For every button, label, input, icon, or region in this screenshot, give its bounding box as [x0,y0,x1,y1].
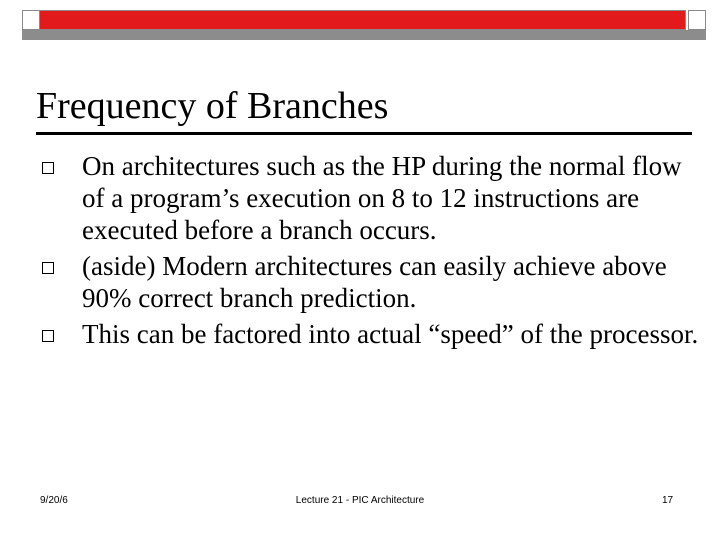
bullet-text: (aside) Modern architectures can easily achieve above 90% correct branch prediction. [82,251,667,313]
page-number: 17 [662,495,674,506]
bullet-text: This can be factored into actual “speed” of the processor. [82,319,699,349]
band-right-square [688,10,706,30]
title-underline [36,132,692,135]
bullet-item [0,318,720,350]
bullet-text: On architectures such as the HP during the normal flow of a program’s execution on 8 to 12 instructions are executed before a branch occurs. [82,151,682,245]
header-decorative-band [22,10,706,40]
hollow-square-icon [42,162,54,174]
hollow-square-icon [42,330,54,342]
gray-band [22,30,706,40]
bullet-item [0,150,720,246]
footer-title: Lecture 21 - PIC Architecture [295,495,425,506]
footer-date: 9/20/6 [40,495,68,506]
bullet-list [0,150,720,354]
band-left-square [22,10,40,30]
slide-title: Frequency of Branches [36,85,389,127]
hollow-square-icon [42,262,54,274]
red-band [22,10,686,30]
bullet-item [0,250,720,314]
